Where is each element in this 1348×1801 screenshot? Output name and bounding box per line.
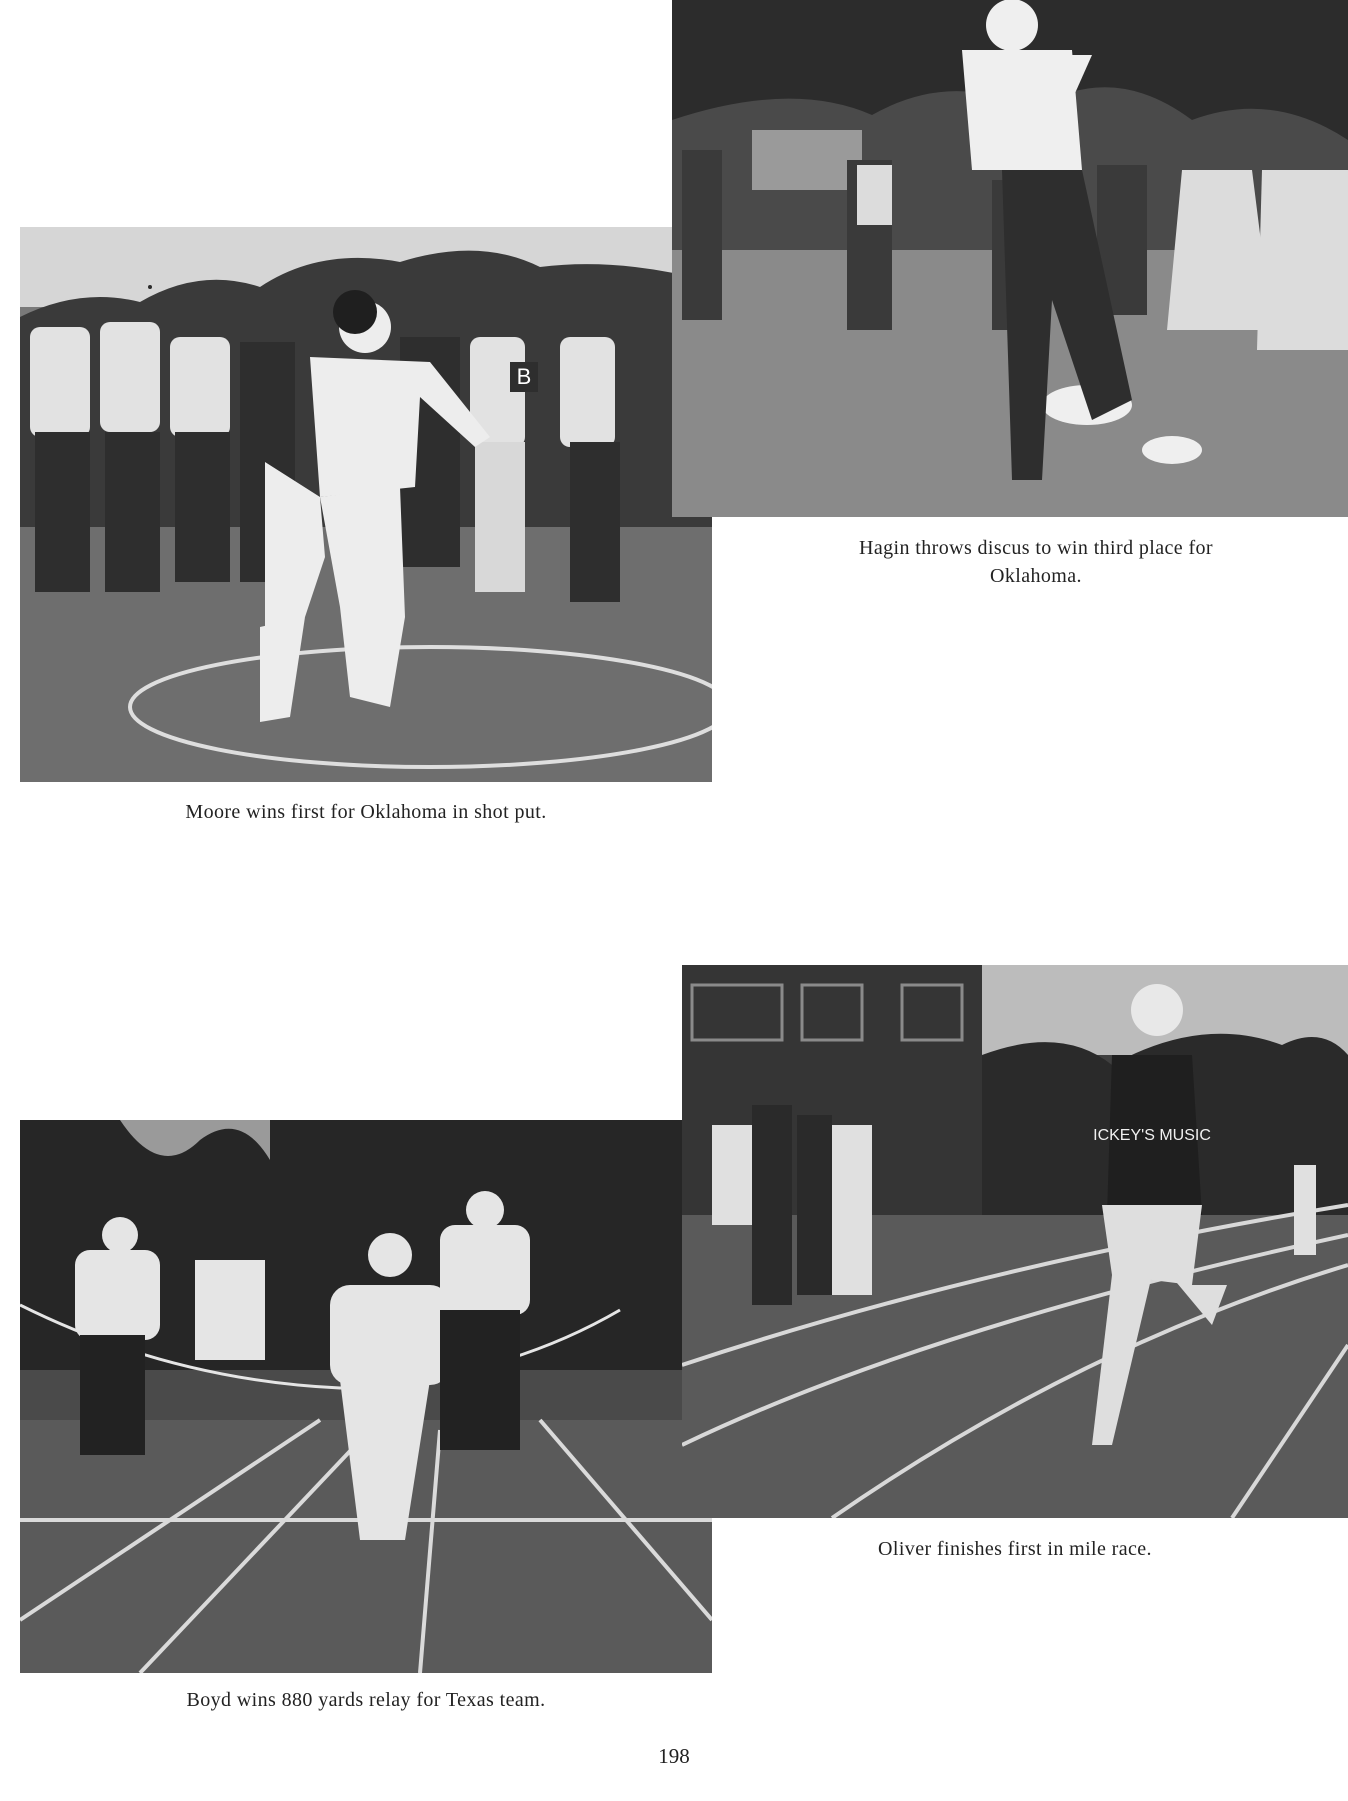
mile-photo	[682, 965, 1348, 1518]
jersey-text: ICKEY'S MUSIC	[1093, 1127, 1211, 1144]
mile-caption: Oliver finishes first in mile race.	[878, 1538, 1152, 1560]
discus-photo-art	[672, 0, 1348, 517]
mile-photo-art	[682, 965, 1348, 1518]
shot-put-photo	[20, 227, 712, 782]
relay-caption: Boyd wins 880 yards relay for Texas team.	[186, 1689, 546, 1711]
relay-photo	[20, 1120, 712, 1673]
discus-photo	[672, 0, 1348, 517]
discus-caption: Hagin throws discus to win third place for Oklahoma.	[859, 537, 1213, 587]
relay-photo-art	[20, 1120, 712, 1673]
page-number: 198	[658, 1744, 690, 1768]
shot-put-photo-art	[20, 227, 712, 782]
shot-put-caption: Moore wins first for Oklahoma in shot put.	[185, 801, 547, 823]
jersey-letter: B	[516, 364, 532, 389]
